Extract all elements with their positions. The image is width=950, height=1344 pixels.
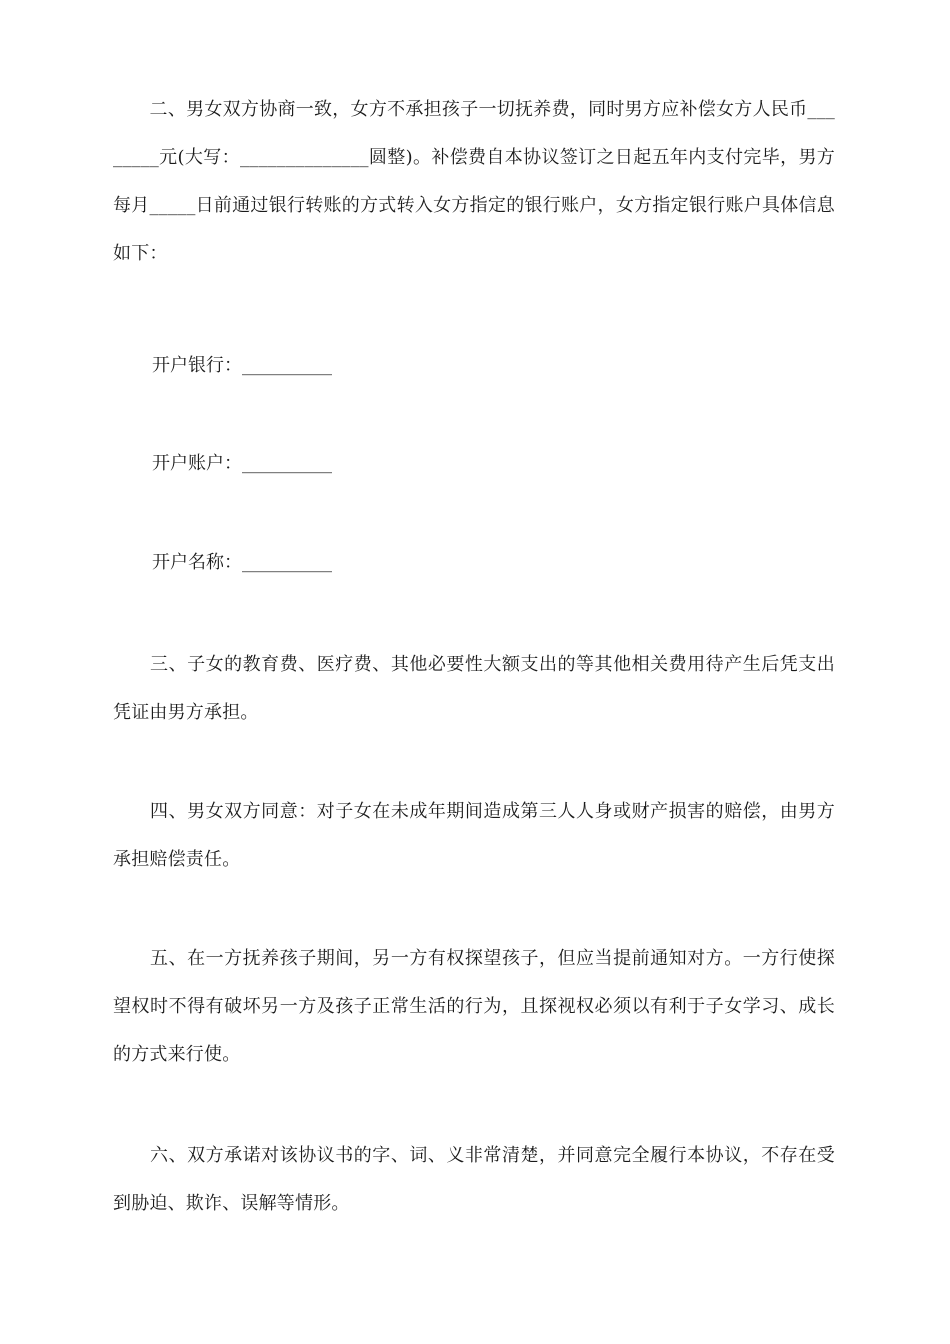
account-holder-field [152, 549, 332, 577]
bank-account-label: 开户账户： [152, 453, 242, 474]
clause-5-paragraph: 五、在一方抚养孩子期间，另一方有权探望孩子，但应当提前通知对方。一方行使探望权时不得有破坏另一方及孩子正常生活的行为，且探视权必须以有利于子女学习、成长的方式来行使。 [113, 948, 835, 1065]
bank-name-field [152, 352, 332, 380]
account-holder-label: 开户名称： [152, 552, 242, 573]
bank-name-label: 开户银行： [152, 355, 242, 376]
clause-6-paragraph: 六、双方承诺对该协议书的字、词、义非常清楚，并同意完全履行本协议，不存在受到胁迫、欺诈、误解等情形。 [113, 1145, 835, 1214]
clause-4-paragraph: 四、男女双方同意：对子女在未成年期间造成第三人人身或财产损害的赔偿，由男方承担赔偿责任。 [113, 801, 835, 870]
clause-2-paragraph: 二、男女双方协商一致，女方不承担孩子一切抚养费，同时男方应补偿女方人民币________元(大写：______________圆整)。补偿费自本协议签订之日起五年内支付完毕，男方每月_____日前通过银行转账的方式转入女方指定的银行账户，女方指定银行账户具体信息如下： [113, 99, 835, 264]
bank-account-blank: __________ [242, 453, 332, 474]
bank-name-blank: __________ [242, 355, 332, 376]
account-holder-blank: __________ [242, 552, 332, 573]
bank-account-field [152, 450, 332, 478]
clause-3-paragraph: 三、子女的教育费、医疗费、其他必要性大额支出的等其他相关费用待产生后凭支出凭证由男方承担。 [113, 654, 835, 723]
